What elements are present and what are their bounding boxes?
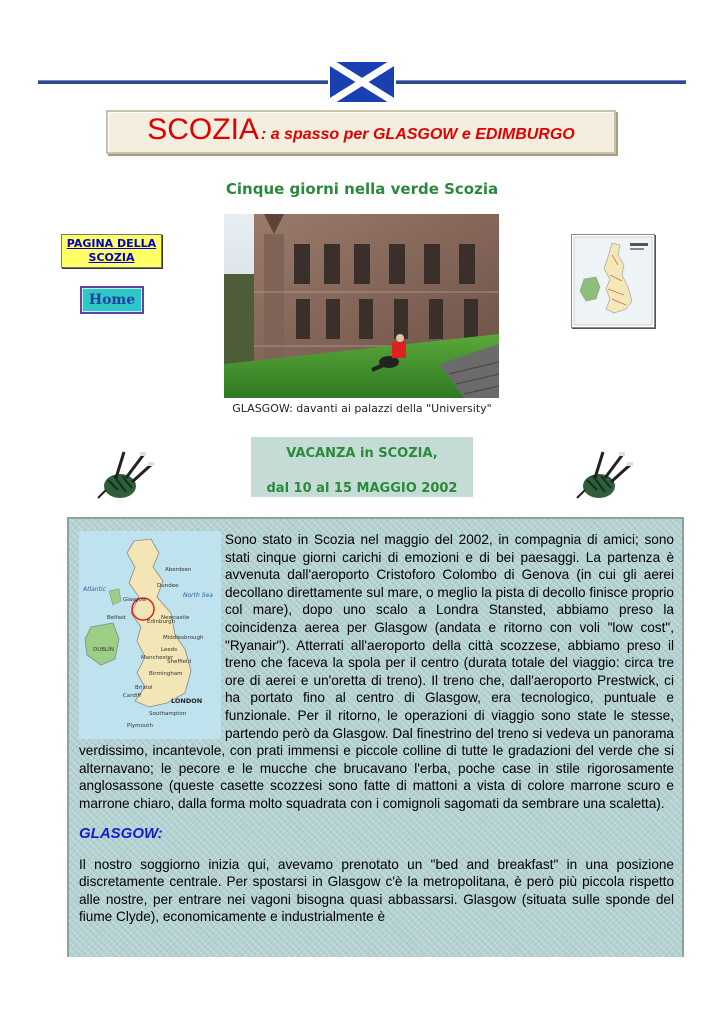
scotland-flag-icon (330, 62, 394, 102)
map-label-dundee: Dundee (157, 583, 179, 589)
uk-map-icon (79, 531, 221, 739)
pagina-scozia-link-box[interactable] (61, 234, 162, 268)
map-label-bristol: Bristol (135, 685, 153, 691)
map-label-newcastle: Newcastle (161, 615, 190, 621)
map-label-leeds: Leeds (161, 647, 178, 653)
map-label-plymouth: Plymouth (127, 723, 153, 729)
map-label-dublin: DUBLIN (93, 647, 114, 653)
page-title: SCOZIA (147, 113, 259, 146)
map-label-north-sea: North Sea (183, 592, 213, 599)
map-label-sheffield: Sheffield (167, 659, 192, 665)
home-button-label: Home (88, 292, 136, 308)
university-photo-image (224, 214, 499, 398)
page-title-sub: : a spasso per GLASGOW e EDIMBURGO (260, 126, 575, 143)
university-photo (224, 214, 499, 398)
map-label-london: LONDON (171, 697, 203, 705)
map-label-glasgow: Glasgow (123, 597, 147, 603)
article-paragraph-2: Il nostro soggiorno inizia qui, avevamo prenotato un "bed and breakfast" in una posizione discretamente centrale. Per spostarsi in Glasgow c'è la metropolitana, è però più piccola rispetto alle nostre, per entrare nei vagoni bisogna quasi abbassarsi. Glasgow (situata sulle sponde del fiume Clyde), economicamente e industrialmente è (79, 856, 674, 925)
article-paragraph-1: Sono stato in Scozia nel maggio del 2002, in compagnia di amici; sono stati cinque giorni carichi di emozioni e di bei paesaggi. La partenza è avvenuta dall'aeroporto Cristoforo Colombo di Genova (in cui gli aerei decollano direttamente sul mare, o meglio la pista di decollo finisce proprio col mare), dopo uno scalo a Londra Stansted, abbiamo preso la coincidenza aerea per Glasgow (andata e ritorno con voli "low cost", "Ryanair"). Atterrati all'aeroporto della città scozzese, abbiamo preso il treno che faceva la spola per il centro (durata totale del viaggio: circa tre ore di aerei e un'oretta di treno). Il treno che, dall'aeroporto Prestwick, ci ha portato fino al centro di Glasgow, era tecnologico, puntuale e funzionale. Per il ritorno, le operazioni di viaggio sono state le stesse, partendo però da Glasgow. Dal finestrino del treno si vedeva un panorama verdissimo, incantevole, con prati immensi e piccole colline di tutte le gradazioni del verde che si alternavano; le pecore e le mucche che brucavano l'erba, poche case in stile rigorosamente anglosassone (queste casette scozzesi sono fatte di mattoni a vista di colore marrone scuro e marrone chiaro, dalla forma molto squadrata con i comignoli sagomati da sembrare una scaletta). (79, 532, 674, 811)
header-rule-left (38, 80, 328, 84)
map-label-aberdeen: Aberdeen (165, 567, 192, 573)
map-label-cardiff: Cardiff (123, 693, 142, 699)
uk-map-thumbnail[interactable] (571, 234, 655, 328)
vacanza-line2: dal 10 al 15 MAGGIO 2002 (266, 481, 458, 496)
uk-map-thumbnail-icon (572, 235, 654, 327)
photo-caption: GLASGOW: davanti ai palazzi della "University" (232, 402, 492, 415)
map-label-edinburgh: Edinburgh (147, 619, 176, 625)
pagina-scozia-link[interactable]: PAGINA DELLA SCOZIA (66, 237, 157, 264)
page-title-box (106, 110, 616, 154)
section-heading-glasgow: GLASGOW: (79, 824, 163, 842)
map-label-manchester: Manchester (141, 655, 174, 661)
vacanza-box (251, 437, 473, 497)
map-label-birmingham: Birmingham (149, 671, 183, 677)
header-rule-right (396, 80, 686, 84)
bagpipe-icon (96, 450, 156, 506)
map-label-belfast: Belfast (107, 615, 127, 621)
article-panel (67, 517, 684, 957)
page-subtitle: Cinque giorni nella verde Scozia (225, 180, 499, 198)
vacanza-line1: VACANZA in SCOZIA, (286, 446, 438, 461)
map-label-atlantic: Atlantic (83, 586, 106, 593)
map-label-middlesbrough: Middlesbrough (163, 635, 204, 641)
bagpipe-icon-right (575, 450, 635, 506)
home-button[interactable] (80, 286, 144, 314)
map-label-southampton: Southampton (149, 711, 187, 717)
